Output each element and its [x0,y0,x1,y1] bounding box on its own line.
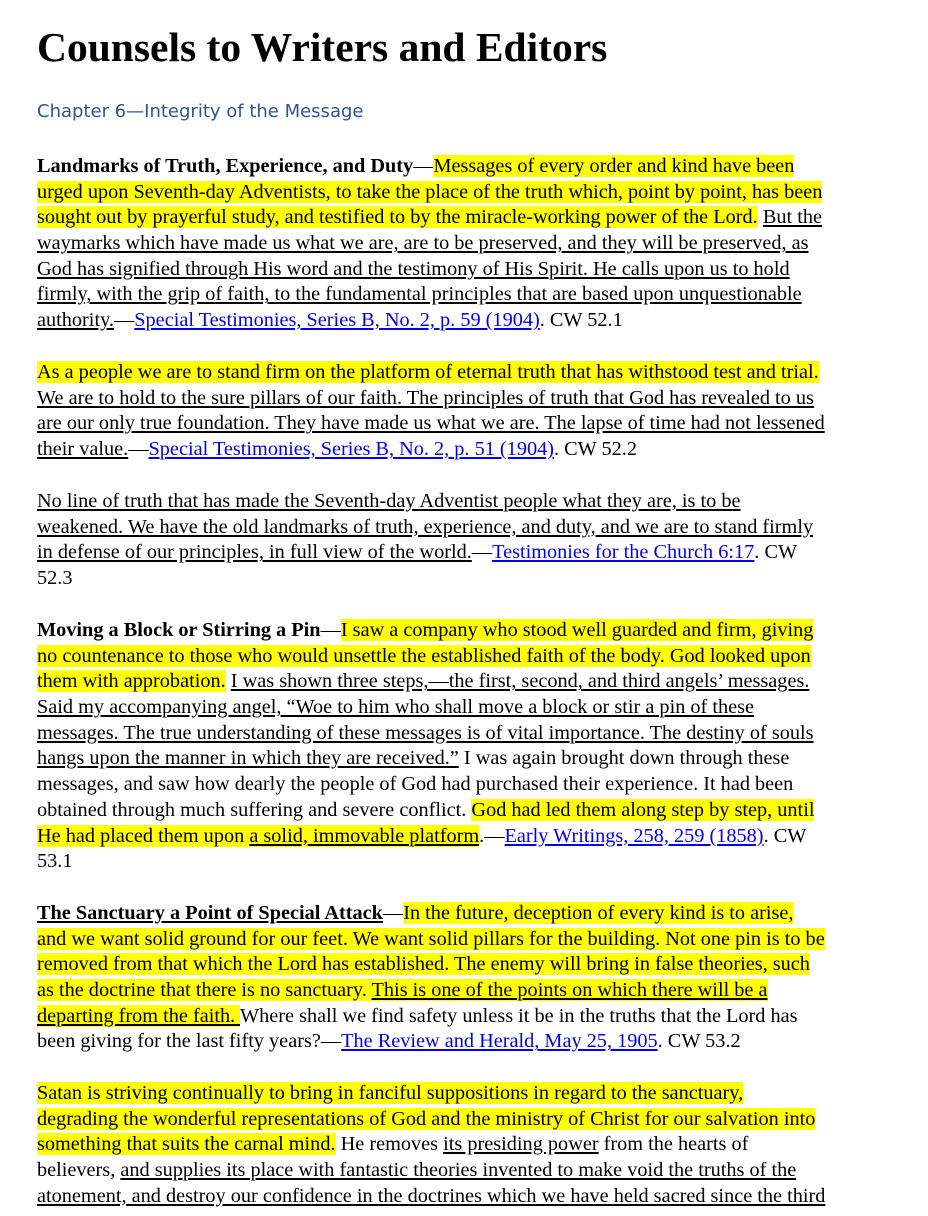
text-run: . CW 52.2 [554,438,638,461]
underlined-text: are our only true foundation. They have made us what we are. The lapse of time had not lessened [37,412,825,435]
underlined-text: its presiding power [443,1133,599,1156]
reference-link[interactable]: Early Writings, 258, 259 (1858) [504,824,764,847]
text-line [37,154,917,180]
text-run: Where shall we find safety unless it be in the truths that the Lord has [239,1004,798,1027]
highlighted-text: degrading the wonderful representations of God and the ministry of Christ for our salvation into [37,1107,816,1130]
text-line [37,978,917,1004]
underlined-text: No line of truth that has made the Seventh-day Adventist people what they are, is to be [37,490,741,512]
underlined-text: messages. The true understanding of these messages is of vital importance. The destiny of souls [37,721,814,744]
document-title: Counsels to Writers and Editors [37,24,608,70]
text-run: . CW 53.2 [657,1030,741,1053]
text-line [37,386,917,412]
highlighted-text: a solid, immovable platform [249,824,480,847]
text-run: — [320,619,341,641]
highlighted-text: As a people we are to stand firm on the platform of eternal truth that has withstood test and trial. [37,361,819,383]
text-run: — [113,309,135,332]
text-run: . CW [754,541,798,564]
highlighted-text: something that suits the carnal mind. [37,1133,336,1156]
highlighted-text: sought out by prayerful study, and testified to by the miracle-working power of the Lord. [37,206,758,229]
text-line [37,746,917,772]
highlighted-text: Satan is striving continually to bring in fanciful suppositions in regard to the sanctuary, [37,1082,744,1104]
text-line [37,489,917,515]
underlined-text: authority. [37,309,114,332]
text-line [37,824,917,850]
text-line [37,1184,917,1210]
text-line [37,721,917,747]
section-heading: The Sanctuary a Point of Special Attack [37,902,383,924]
text-line [37,1107,917,1133]
section-heading: Moving a Block or Stirring a Pin [37,619,321,641]
text-run: — [413,155,434,177]
highlighted-text: He had placed them upon [37,824,250,847]
reference-link[interactable]: The Review and Herald, May 25, 1905 [341,1030,658,1053]
underlined-text: and supplies its place with fantastic theories invented to make void the truths of the [120,1159,797,1182]
underlined-text: their value. [37,438,129,461]
text-line [37,308,917,334]
underlined-text: But the [762,206,822,229]
highlighted-text: and we want solid ground for our feet. We want solid pillars for the building. Not one pin is to be [37,927,825,950]
chapter-heading: Chapter 6—Integrity of the Message [37,101,364,122]
paragraph-sanctuary-continued [37,1081,917,1209]
underlined-text: waymarks which have made us what we are, are to be preserved, and they will be preserved, as [37,232,809,255]
underlined-text: in defense of our principles, in full view of the world. [37,541,472,564]
text-run: — [382,902,404,924]
paragraph-cw-52-1 [37,154,917,334]
underlined-text: We are to hold to the sure pillars of our faith. The principles of truth that God has revealed to us [37,386,814,409]
reference-link[interactable]: Special Testimonies, Series B, No. 2, p. 51 (1904) [148,438,554,461]
paragraph-cw-53-1 [37,618,917,875]
text-line [37,231,917,257]
text-run: He removes [335,1133,444,1156]
text-line [37,1029,917,1055]
text-run: messages, and saw how dearly the people of God had purchased their experience. It had been [37,773,794,796]
highlighted-text: In the future, deception of every kind is to arise, [403,902,794,924]
text-line [37,515,917,541]
text-run: I was again brought down through these [458,747,790,770]
text-line [37,849,917,875]
highlighted-text: departing from the faith. [37,1004,240,1027]
reference-link[interactable]: Special Testimonies, Series B, No. 2, p. 59 (1904) [134,309,540,332]
underlined-text: weakened. We have the old landmarks of truth, experience, and duty, and we are to stand firmly [37,515,814,538]
text-line [37,1081,917,1107]
highlighted-text: God had led them along step by step, until [471,798,815,821]
text-line [37,437,917,463]
text-line [37,257,917,283]
text-line [37,1158,917,1184]
text-run: from the hearts of [598,1133,749,1156]
text-line [37,927,917,953]
text-line [37,540,917,566]
text-line [37,1132,917,1158]
highlighted-text: Messages of every order and kind have been [433,155,795,177]
text-line [37,644,917,670]
underlined-text: hangs upon the manner in which they are received.” [37,747,459,770]
underlined-text: firmly, with the grip of faith, to the fundamental principles that are based upon unquestionable [37,283,802,306]
underlined-text: God has signified through His word and the testimony of His Spirit. He calls upon us to hold [37,257,790,280]
text-run: obtained through much suffering and severe conflict. [37,798,472,821]
underlined-text: atonement, and destroy our confidence in the doctrines which we have held sacred since the third [37,1184,826,1207]
text-run: . CW [763,824,807,847]
text-line [37,798,917,824]
text-run: — [320,1030,342,1053]
highlighted-text: as the doctrine that there is no sanctuary. [37,979,372,1002]
text-line [37,695,917,721]
highlighted-text: no countenance to those who would unsettle the established faith of the body. God looked upon [37,644,811,667]
highlighted-text: removed from that which the Lord has established. The enemy will bring in false theories, such [37,953,810,976]
text-run: 53.1 [37,850,73,873]
text-line [37,952,917,978]
reference-link[interactable]: Testimonies for the Church 6:17 [492,541,755,564]
text-line [37,180,917,206]
text-line [37,411,917,437]
text-run: — [484,824,505,847]
text-run: believers, [37,1159,121,1182]
highlighted-text: I saw a company who stood well guarded and firm, giving [340,619,814,641]
text-line [37,566,917,592]
text-run: . [479,824,485,847]
text-run: . CW 52.1 [539,309,623,332]
section-heading: Landmarks of Truth, Experience, and Duty [37,155,414,177]
highlighted-text: urged upon Seventh-day Adventists, to take the place of the truth which, point by point, has been [37,180,823,203]
text-line [37,618,917,644]
underlined-text: I was shown three steps,—the first, second, and third angels’ messages. [230,670,810,693]
text-line [37,772,917,798]
paragraph-cw-52-3 [37,489,917,592]
paragraph-cw-52-2 [37,360,917,463]
text-line [37,669,917,695]
underlined-text: Said my accompanying angel, “Woe to him who shall move a block or stir a pin of these [37,696,755,719]
text-line [37,282,917,308]
text-run: — [471,541,493,564]
text-line [37,1004,917,1030]
text-line [37,901,917,927]
paragraph-cw-53-2 [37,901,917,1055]
text-line [37,360,917,386]
text-run: been giving for the last fifty years? [37,1030,321,1053]
highlighted-text: This is one of the points on which there will be a [371,979,768,1002]
text-run: — [128,438,149,461]
highlighted-text: them with approbation. [37,670,226,693]
text-line [37,205,917,231]
text-run: 52.3 [37,567,73,590]
